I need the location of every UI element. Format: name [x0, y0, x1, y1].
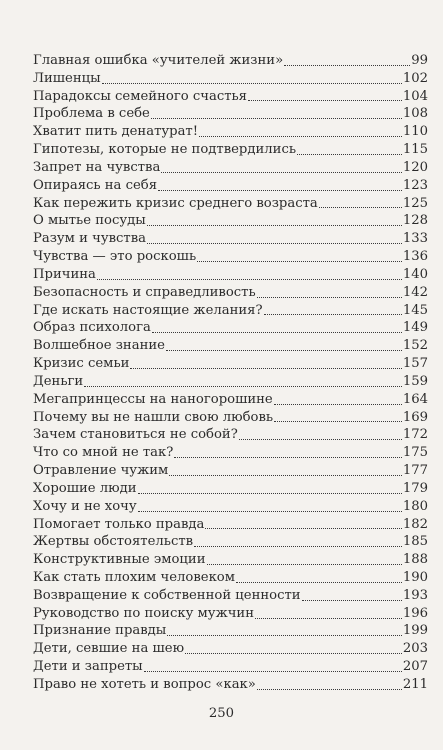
toc-entry-title: Что со мной не так? [33, 445, 174, 461]
dot-leader [138, 493, 402, 494]
toc-entry-title: Хватит пить денатурат! [33, 124, 199, 140]
toc-entry [33, 248, 428, 266]
toc-entry-page: 164 [402, 391, 428, 407]
toc-entry-page: 133 [402, 231, 428, 247]
toc-entry-title: Право не хотеть и вопрос «как» [33, 676, 256, 692]
toc-entry-page: 172 [402, 427, 428, 443]
toc-entry [33, 426, 428, 444]
dot-leader [102, 83, 402, 84]
toc-entry [33, 88, 428, 106]
toc-entry-page: 110 [402, 124, 428, 140]
toc-entry-title: Причина [33, 266, 96, 282]
toc-entry-page: 207 [402, 659, 428, 675]
toc-entry [33, 623, 428, 641]
toc-entry-title: Деньги [33, 373, 84, 389]
page-number: 250 [208, 706, 235, 721]
toc-entry [33, 462, 428, 480]
toc-entry-page: 159 [402, 373, 428, 389]
dot-leader [152, 332, 402, 333]
toc-entry-page: 211 [402, 676, 428, 692]
dot-leader [255, 618, 402, 619]
dot-leader [248, 100, 402, 101]
toc-entry-page: 193 [402, 587, 428, 603]
dot-leader [319, 207, 402, 208]
toc-entry-title: Лишенцы [33, 70, 101, 86]
toc-entry-page: 136 [402, 249, 428, 265]
dot-leader [207, 564, 402, 565]
toc-entry-title: Кризис семьи [33, 356, 130, 372]
toc-entry-title: Разум и чувства [33, 231, 146, 247]
dot-leader [197, 261, 402, 262]
dot-leader [130, 368, 401, 369]
table-of-contents [33, 52, 428, 694]
toc-entry-page: 169 [402, 409, 428, 425]
dot-leader [236, 582, 402, 583]
toc-entry-title: Образ психолога [33, 320, 151, 336]
dot-leader [169, 475, 402, 476]
toc-entry-title: Где искать настоящие желания? [33, 302, 263, 318]
dot-leader [158, 190, 402, 191]
toc-entry-page: 203 [402, 641, 428, 657]
dot-leader [239, 439, 402, 440]
dot-leader [185, 653, 402, 654]
toc-entry-title: Помогает только правда [33, 516, 205, 532]
dot-leader [167, 635, 402, 636]
toc-entry-title: Чувства — это роскошь [33, 249, 197, 265]
toc-entry [33, 302, 428, 320]
toc-entry [33, 569, 428, 587]
toc-entry-title: Парадоксы семейного счастья [33, 88, 248, 104]
toc-entry [33, 373, 428, 391]
toc-entry-page: 99 [411, 52, 428, 68]
toc-entry [33, 605, 428, 623]
dot-leader [174, 457, 401, 458]
toc-entry [33, 159, 428, 177]
toc-entry-title: Дети, севшие на шею [33, 641, 185, 657]
dot-leader [97, 279, 402, 280]
dot-leader [147, 243, 402, 244]
dot-leader [257, 689, 402, 690]
toc-entry [33, 587, 428, 605]
toc-entry [33, 284, 428, 302]
toc-entry [33, 177, 428, 195]
dot-leader [161, 172, 402, 173]
toc-entry-title: Опираясь на себя [33, 177, 158, 193]
toc-entry [33, 658, 428, 676]
toc-entry-page: 120 [402, 159, 428, 175]
toc-entry-title: Гипотезы, которые не подтвердились [33, 142, 297, 158]
toc-entry-page: 157 [402, 356, 428, 372]
toc-entry [33, 391, 428, 409]
toc-entry-title: Волшебное знание [33, 338, 165, 354]
toc-entry [33, 230, 428, 248]
toc-entry-title: Хорошие люди [33, 480, 137, 496]
dot-leader [284, 65, 410, 66]
dot-leader [194, 546, 402, 547]
toc-entry-page: 142 [402, 284, 428, 300]
toc-entry-page: 115 [402, 142, 428, 158]
toc-entry-page: 175 [402, 445, 428, 461]
toc-entry-page: 199 [402, 623, 428, 639]
dot-leader [205, 528, 401, 529]
toc-entry [33, 498, 428, 516]
toc-entry-page: 102 [402, 70, 428, 86]
dot-leader [144, 671, 402, 672]
toc-entry [33, 516, 428, 534]
toc-entry-page: 180 [402, 498, 428, 514]
toc-entry-title: Отравление чужим [33, 463, 169, 479]
dot-leader [274, 421, 402, 422]
dot-leader [199, 136, 402, 137]
toc-entry-page: 190 [402, 570, 428, 585]
dot-leader [264, 314, 402, 315]
toc-entry-title: Как стать плохим человеком [33, 570, 236, 585]
dot-leader [151, 118, 402, 119]
toc-entry-title: Руководство по поиску мужчин [33, 605, 255, 621]
toc-entry-title: Зачем становиться не собой? [33, 427, 238, 443]
toc-entry-page: 182 [402, 516, 428, 532]
toc-entry [33, 676, 428, 694]
toc-entry-page: 188 [402, 552, 428, 568]
toc-entry-title: О мытье посуды [33, 213, 146, 229]
toc-entry [33, 533, 428, 551]
toc-entry-title: Жертвы обстоятельств [33, 534, 194, 550]
toc-entry [33, 70, 428, 88]
dot-leader [166, 350, 402, 351]
toc-entry [33, 409, 428, 427]
toc-entry [33, 319, 428, 337]
toc-entry-page: 196 [402, 605, 428, 621]
toc-entry-title: Признание правды [33, 623, 167, 639]
toc-entry [33, 141, 428, 159]
toc-entry [33, 52, 428, 70]
toc-entry [33, 266, 428, 284]
toc-entry [33, 640, 428, 658]
toc-entry-page: 140 [402, 266, 428, 282]
toc-entry-page: 145 [402, 302, 428, 318]
toc-entry-page: 128 [402, 213, 428, 229]
toc-entry-title: Возвращение к собственной ценности [33, 587, 301, 603]
toc-entry-title: Запрет на чувства [33, 159, 161, 175]
toc-entry [33, 355, 428, 373]
dot-leader [302, 600, 402, 601]
toc-entry-page: 123 [402, 177, 428, 193]
toc-entry [33, 123, 428, 141]
dot-leader [138, 511, 402, 512]
toc-entry [33, 337, 428, 355]
toc-entry-page: 185 [402, 534, 428, 550]
toc-entry-page: 177 [402, 463, 428, 479]
dot-leader [147, 225, 402, 226]
toc-entry [33, 195, 428, 213]
toc-entry-title: Дети и запреты [33, 659, 143, 675]
toc-entry-page: 149 [402, 320, 428, 336]
toc-entry [33, 105, 428, 123]
toc-entry-title: Конструктивные эмоции [33, 552, 206, 568]
toc-entry-page: 152 [402, 338, 428, 354]
toc-entry-page: 104 [402, 88, 428, 104]
toc-entry-title: Как пережить кризис среднего возраста [33, 195, 318, 211]
dot-leader [84, 386, 402, 387]
dot-leader [274, 404, 402, 405]
toc-entry-title: Безопасность и справедливость [33, 284, 256, 300]
toc-entry-title: Хочу и не хочу [33, 498, 137, 514]
toc-entry-title: Главная ошибка «учителей жизни» [33, 52, 284, 68]
toc-entry [33, 551, 428, 569]
toc-entry-page: 179 [402, 480, 428, 496]
toc-entry-page: 108 [402, 106, 428, 122]
dot-leader [297, 154, 402, 155]
toc-entry-page: 125 [402, 195, 428, 211]
toc-entry [33, 444, 428, 462]
toc-entry-title: Мегапринцессы на наногорошине [33, 391, 273, 407]
toc-entry-title: Почему вы не нашли свою любовь [33, 409, 274, 425]
toc-entry [33, 212, 428, 230]
toc-entry-title: Проблема в себе [33, 106, 150, 122]
toc-entry [33, 480, 428, 498]
dot-leader [257, 297, 402, 298]
